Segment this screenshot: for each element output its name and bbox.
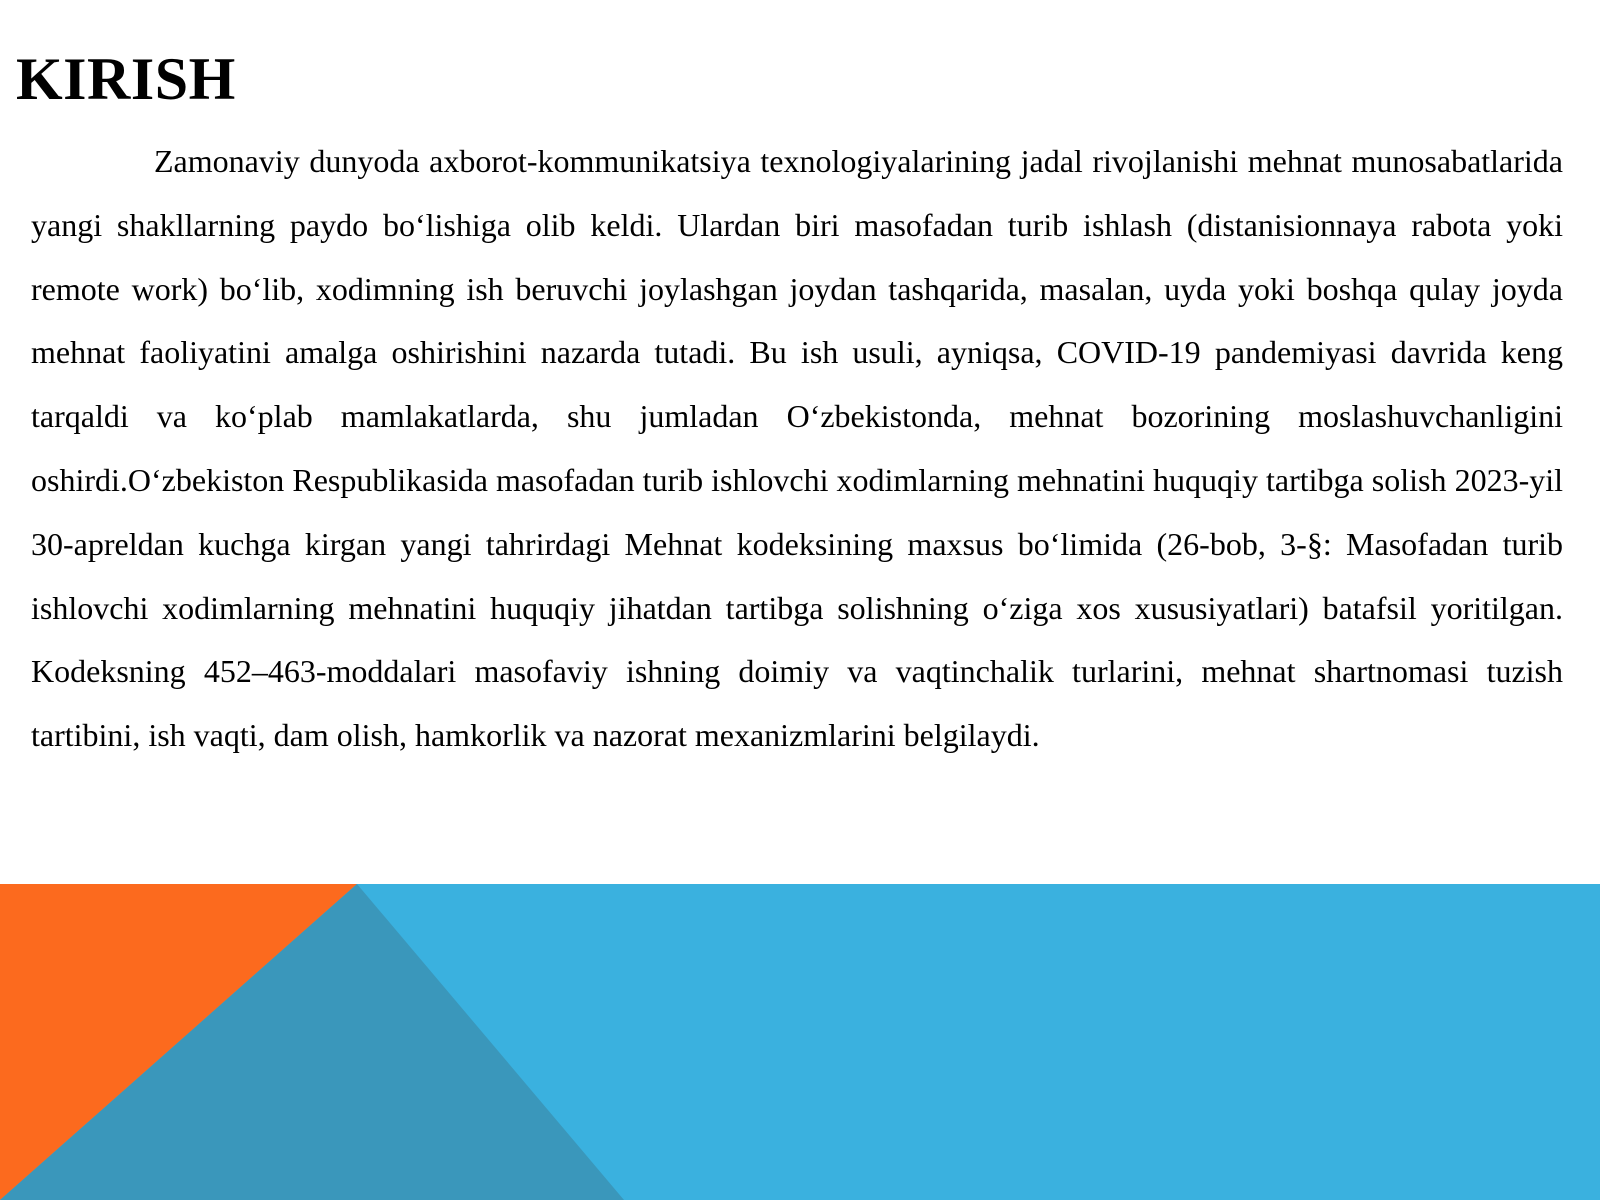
decorative-footer-graphic <box>0 884 1600 1200</box>
slide-title: KIRISH <box>16 46 236 112</box>
slide-body-text: Zamonaviy dunyoda axborot-kommunikatsiya texnologiyalarining jadal rivojlanishi mehnat munosabatlarida yangi shakllarning paydo bo‘lishiga olib keldi. Ulardan biri masofadan turib ishlash (distanisionnaya rabota yoki remote work) bo‘lib, xodimning ish beruvchi joylashgan joydan tashqarida, masalan, uyda yoki boshqa qulay joyda mehnat faoliyatini amalga oshirishini nazarda tutadi. Bu ish usuli, ayniqsa, COVID-19 pandemiyasi davrida keng tarqaldi va ko‘plab mamlakatlarda, shu jumladan O‘zbekistonda, mehnat bozorining moslashuvchanligini oshirdi.O‘zbekiston Respublikasida masofadan turib ishlovchi xodimlarning mehnatini huquqiy tartibga solish 2023-yil 30-apreldan kuchga kirgan yangi tahrirdagi Mehnat kodeksining maxsus bo‘limida (26-bob, 3-§: Masofadan turib ishlovchi xodimlarning mehnatini huquqiy jihatdan tartibga solishning o‘ziga xos xususiyatlari) batafsil yoritilgan. Kodeksning 452–463-moddalari masofaviy ishning doimiy va vaqtinchalik turlarini, mehnat shartnomasi tuzish tartibini, ish vaqti, dam olish, hamkorlik va nazorat mexanizmlarini belgilaydi. <box>31 143 1563 754</box>
